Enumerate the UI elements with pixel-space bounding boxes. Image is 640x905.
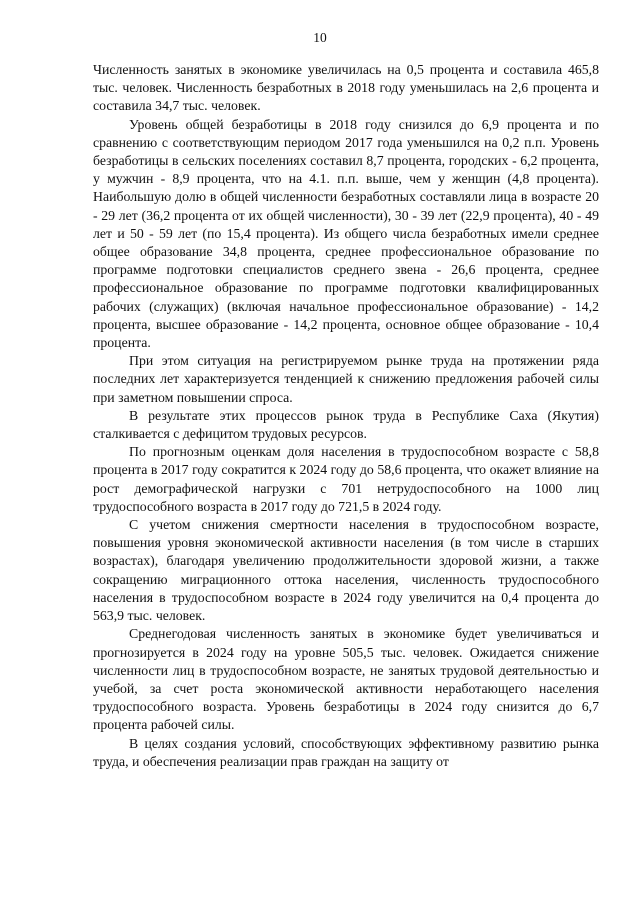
paragraph-unemployment-rate: Уровень общей безработицы в 2018 году снизился до 6,9 процента и по сравнению с соответствующим периодом 2017 года уменьшился на 0,2 п.п. Уровень безработицы в сельских поселениях составил 8,7 процента, городских - 6,2 процента, у мужчин - 8,9 процента, что на 4.1. п.п. выше, чем у женщин (4,8 процента). Наибольшую долю в общей численности безработных составляли лица в возрасте 20 - 29 лет (36,2 процента от их общей численности), 30 - 39 лет (22,9 процента), 40 - 49 лет и 50 - 59 лет (по 15,4 процента). Из общего числа безработных имели среднее общее образование 34,8 процента, среднее профессиональное образование по программе подготовки специалистов среднего звена - 26,6 процента, среднее профессиональное образование по программе подготовки квалифицированных рабочих (служащих) (включая начальное профессиональное образование) - 14,2 процента, высшее образование - 14,2 процента, основное общее образование - 10,4 процента. [93, 116, 599, 351]
paragraph-mortality-reduction: С учетом снижения смертности населения в трудоспособном возрасте, повышения уровня экономической активности населения (в том числе в старших возрастах), благодаря увеличению продолжительности здоровой жизни, а также сокращению миграционного оттока населения, численность трудоспособного населения в трудоспособном возрасте в 2024 году увеличится на 0,4 процента до 563,9 тыс. человек. [93, 517, 599, 624]
page-number: 10 [313, 30, 327, 45]
paragraph-labor-shortage: В результате этих процессов рынок труда в Республике Саха (Якутия) сталкивается с дефицитом трудовых ресурсов. [93, 407, 599, 442]
paragraph-employment-forecast: Среднегодовая численность занятых в экономике будет увеличиваться и прогнозируется в 2024 году на уровне 505,5 тыс. человек. Ожидается снижение численности лиц в трудоспособном возрасте, не занятых трудовой деятельностью и учебой, за счет роста экономической активности неработающего населения трудоспособного возраста. Уровень безработицы в 2024 году снизится до 6,7 процента рабочей силы. [93, 626, 599, 733]
paragraph-working-age-forecast: По прогнозным оценкам доля населения в трудоспособном возрасте с 58,8 процента в 2017 году сократится к 2024 году до 58,6 процента, что окажет влияние на рост демографической нагрузки с 701 нетрудоспособного на 1000 лиц трудоспособного возраста в 2017 году до 721,5 в 2024 году. [93, 444, 599, 514]
document-body [93, 61, 599, 771]
paragraph-labor-market-development: В целях создания условий, способствующих эффективному развитию рынка труда, и обеспечения реализации прав граждан на защиту от [93, 735, 599, 769]
paragraph-labor-market-situation: При этом ситуация на регистрируемом рынке труда на протяжении ряда последних лет характеризуется тенденцией к снижению предложения рабочей силы при заметном повышении спроса. [93, 353, 599, 405]
paragraph-employment-numbers: Численность занятых в экономике увеличилась на 0,5 процента и составила 465,8 тыс. человек. Численность безработных в 2018 году уменьшилась на 2,6 процента и составила 34,7 тыс. человек. [93, 62, 599, 114]
